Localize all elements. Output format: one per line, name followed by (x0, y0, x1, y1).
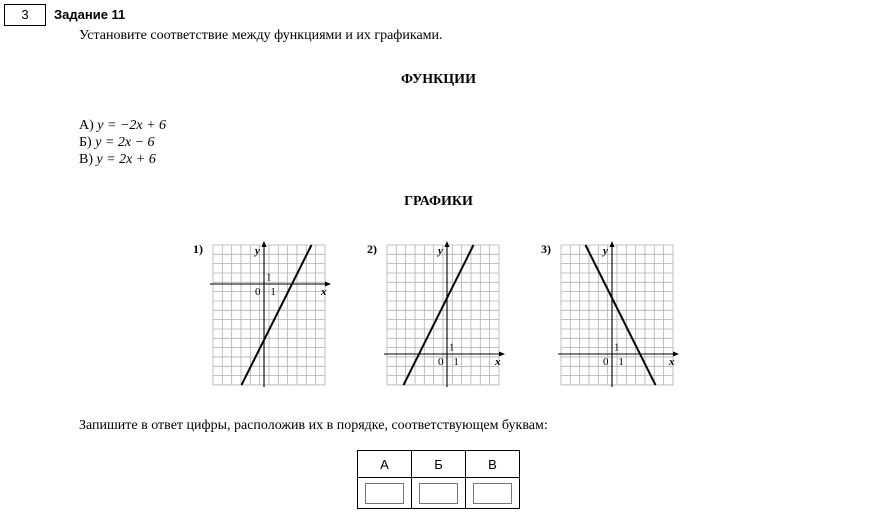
y-tick-label: 1 (449, 341, 455, 354)
y-axis-label: y (255, 245, 260, 257)
task-number-box: 3 (4, 4, 46, 26)
x-tick-label: 1 (453, 356, 459, 368)
y-axis-label: y (438, 245, 443, 257)
function-letter: Б) (79, 135, 92, 150)
function-expression: y = 2x − 6 (95, 135, 155, 150)
y-axis-arrow (445, 241, 450, 247)
y-axis-arrow (262, 241, 267, 247)
function-item-c (79, 152, 156, 168)
graph-2 (367, 238, 507, 388)
function-item-a (79, 118, 166, 134)
answer-input-b[interactable] (419, 483, 458, 504)
answer-header-c: В (466, 451, 520, 478)
y-tick-label: 1 (266, 271, 272, 284)
y-axis-label: y (603, 245, 608, 257)
graph-label: 3) (541, 242, 551, 256)
answer-cell-c (466, 478, 520, 509)
functions-heading: ФУНКЦИИ (401, 72, 476, 87)
x-axis-label: x (495, 356, 501, 368)
function-expression: y = 2x + 6 (96, 152, 156, 167)
answer-prompt: Запишите в ответ цифры, расположив их в порядке, соответствующем буквам: (79, 418, 548, 433)
answer-input-c[interactable] (473, 483, 512, 504)
answer-header-a: А (358, 451, 412, 478)
answer-input-a[interactable] (365, 483, 404, 504)
answer-cell-b (412, 478, 466, 509)
graph-label: 2) (367, 242, 377, 256)
task-instruction: Установите соответствие между функциями и их графиками. (79, 28, 443, 43)
x-axis-label: x (321, 286, 327, 298)
origin-label: 0 (603, 356, 609, 368)
x-tick-label: 1 (270, 286, 276, 298)
answer-cell-a (358, 478, 412, 509)
function-item-b (79, 135, 155, 151)
x-axis-label: x (669, 356, 675, 368)
graph-1-plot (193, 238, 333, 388)
function-letter: В) (79, 152, 93, 167)
function-letter: А) (79, 118, 94, 133)
graph-1 (193, 238, 333, 388)
origin-label: 0 (255, 286, 261, 298)
graph-label: 1) (193, 242, 203, 256)
x-tick-label: 1 (618, 356, 624, 368)
function-line (241, 245, 311, 385)
graph-2-plot (367, 238, 507, 388)
y-tick-label: 1 (614, 341, 620, 354)
y-axis-arrow (610, 241, 615, 247)
graph-3-plot (541, 238, 681, 388)
answer-table (357, 450, 520, 509)
answer-header-b: Б (412, 451, 466, 478)
origin-label: 0 (438, 356, 444, 368)
function-expression: y = −2x + 6 (97, 118, 167, 133)
graphs-heading: ГРАФИКИ (404, 194, 473, 209)
graph-3 (541, 238, 681, 388)
task-title: Задание 11 (54, 7, 126, 22)
